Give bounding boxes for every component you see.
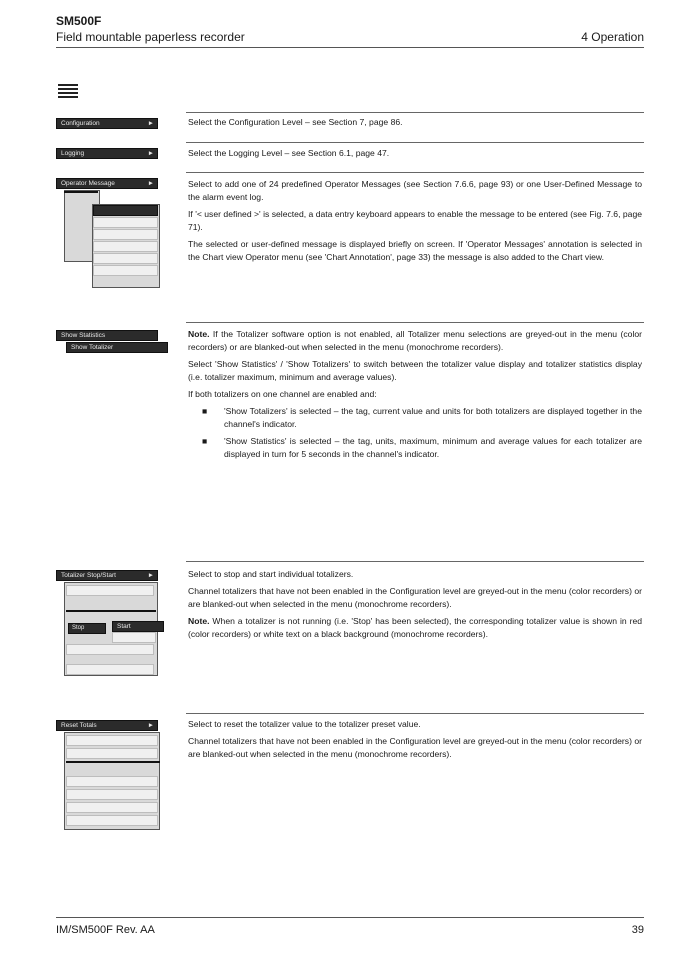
bullet-item: [202, 435, 642, 461]
row-3-para-3: The selected or user-defined message is displayed briefly on screen. If 'Operator Messages' annotation is selected in the Chart view Operator menu (see 'Chart Annotation', page 33) the message is also added to the Chart view.: [188, 239, 642, 262]
row-2-text: [188, 147, 642, 164]
row-4-para-2: Select 'Show Statistics' / 'Show Totalizers' to switch between the totalizer value display and totalizer statistics display (i.e. totalizer maximum, minimum and average values).: [188, 359, 642, 382]
logging-label: Logging: [61, 150, 85, 157]
reset-totals-menu-shot: [56, 720, 166, 830]
submenu-header: [64, 191, 98, 193]
configuration-menu-item[interactable]: [56, 118, 158, 129]
start-option[interactable]: Start: [117, 623, 131, 630]
show-totalizer-menu-item[interactable]: [66, 342, 168, 353]
row-rule-4: [186, 322, 644, 323]
row-rule-1: [186, 112, 644, 113]
message-list-item[interactable]: [93, 229, 158, 240]
row-1-para: Select the Configuration Level – see Section 7, page 86.: [188, 117, 403, 127]
reset-channel-item[interactable]: [66, 735, 158, 746]
bullet-text: 'Show Statistics' is selected – the tag, units, maximum, minimum and average values for each totalizer are displayed in turn for 5 seconds in the channel's indicator.: [224, 436, 642, 459]
header-section: 4 Operation: [581, 30, 644, 44]
chevron-right-icon: ►: [147, 722, 154, 729]
footer-rule: [56, 917, 644, 918]
reset-channel-item[interactable]: [66, 815, 158, 826]
chevron-right-icon: ►: [147, 120, 154, 127]
row-4-text: [188, 328, 642, 465]
footer-page-number: 39: [631, 924, 644, 936]
row-4-para-3: If both totalizers on one channel are enabled and:: [188, 389, 377, 399]
row-3-text: [188, 178, 642, 268]
message-list-item[interactable]: [93, 253, 158, 264]
configuration-label: Configuration: [61, 120, 100, 127]
message-list-item[interactable]: [93, 217, 158, 228]
operator-message-menu-item[interactable]: [56, 178, 158, 189]
row-rule-5: [186, 561, 644, 562]
row-5-para-1: Select to stop and start individual totalizers.: [188, 569, 354, 579]
totalizer-stop-start-menu-shot: [56, 570, 164, 680]
chevron-right-icon: ►: [147, 180, 154, 187]
totalizer-stop-start-label: Totalizer Stop/Start: [61, 572, 116, 579]
show-statistics-menu-item[interactable]: [56, 330, 158, 341]
show-statistics-label: Show Statistics: [61, 332, 106, 339]
stop-option[interactable]: [68, 623, 106, 634]
note-label: Note.: [188, 329, 210, 339]
message-list-item[interactable]: [93, 241, 158, 252]
totalizer-stop-start-menu-item[interactable]: [56, 570, 158, 581]
reset-channel-item-selected[interactable]: [66, 761, 160, 763]
reset-totals-menu-item[interactable]: [56, 720, 158, 731]
row-6-para-2: Channel totalizers that have not been enabled in the Configuration level are greyed-out in the menu (color recorders) or are blanked-out when selected in the menu (monochrome recorders).: [188, 736, 642, 759]
logging-menu-item[interactable]: [56, 148, 158, 159]
message-list-item[interactable]: [93, 205, 158, 216]
reset-channel-item[interactable]: [66, 789, 158, 800]
show-totalizer-label: Show Totalizer: [71, 344, 114, 351]
row-3-para-2: If '< user defined >' is selected, a data entry keyboard appears to enable the message to be entered (see Fig. 7.6, page 71).: [188, 209, 642, 232]
row-rule-3: [186, 172, 644, 173]
channel-list-item[interactable]: [66, 664, 154, 675]
channel-list-item[interactable]: [66, 585, 154, 596]
header-product: SM500F: [56, 14, 102, 28]
row-3-para-1: Select to add one of 24 predefined Operator Messages (see Section 7.6.6, page 93) or one User-Defined Message to the alarm event log.: [188, 179, 642, 202]
note-label: Note.: [188, 616, 210, 626]
row-rule-6: [186, 713, 644, 714]
reset-channel-item[interactable]: [66, 748, 158, 759]
row-2-para: Select the Logging Level – see Section 6.1, page 47.: [188, 148, 390, 158]
row-6-text: [188, 718, 642, 765]
bullet-item: [202, 405, 642, 431]
row-6-para-1: Select to reset the totalizer value to the totalizer preset value.: [188, 719, 421, 729]
start-option-panel[interactable]: [112, 632, 156, 643]
start-stop-submenu-header: [112, 621, 164, 632]
row-rule-2: [186, 142, 644, 143]
footer-doc-id: IM/SM500F Rev. AA: [56, 924, 155, 936]
row-5-para-2: Channel totalizers that have not been enabled in the Configuration level are greyed-out in the menu (color recorders) or are blanked-out when selected in the menu (monochrome recorders).: [188, 586, 642, 609]
row-5-text: [188, 568, 642, 645]
row-1-text: [188, 116, 642, 133]
reset-totals-label: Reset Totals: [61, 722, 97, 729]
channel-list-item[interactable]: [66, 644, 154, 655]
operator-message-menu-shot: [56, 178, 162, 288]
note-text: If the Totalizer software option is not enabled, all Totalizer menu selections are greyed-out in the menu (color recorders) or are blanked-out when selected in the menu (monochrome recorders).: [188, 329, 642, 352]
bullet-icon: ■: [202, 436, 208, 446]
operator-message-label: Operator Message: [61, 180, 115, 187]
chevron-right-icon: ►: [147, 572, 154, 579]
message-list-item[interactable]: [93, 265, 158, 276]
channel-list-item-selected[interactable]: [66, 610, 156, 612]
reset-channel-item[interactable]: [66, 802, 158, 813]
row-4-note: [188, 328, 642, 354]
note-text: When a totalizer is not running (i.e. 'Stop' has been selected), the corresponding totalizer value is shown in red (color recorders) or white text on a black background (monochrome recorders).: [188, 616, 642, 639]
bullet-icon: ■: [202, 406, 208, 416]
header-description: Field mountable paperless recorder: [56, 30, 245, 44]
row-5-note: [188, 615, 642, 641]
stop-label: Stop: [72, 625, 85, 631]
header-rule: [56, 47, 644, 48]
reset-channel-item[interactable]: [66, 776, 158, 787]
bullet-text: 'Show Totalizers' is selected – the tag, current value and units for both totalizers are displayed together in the channel's indicator.: [224, 406, 642, 429]
menu-icon: [58, 84, 78, 100]
chevron-right-icon: ►: [147, 150, 154, 157]
